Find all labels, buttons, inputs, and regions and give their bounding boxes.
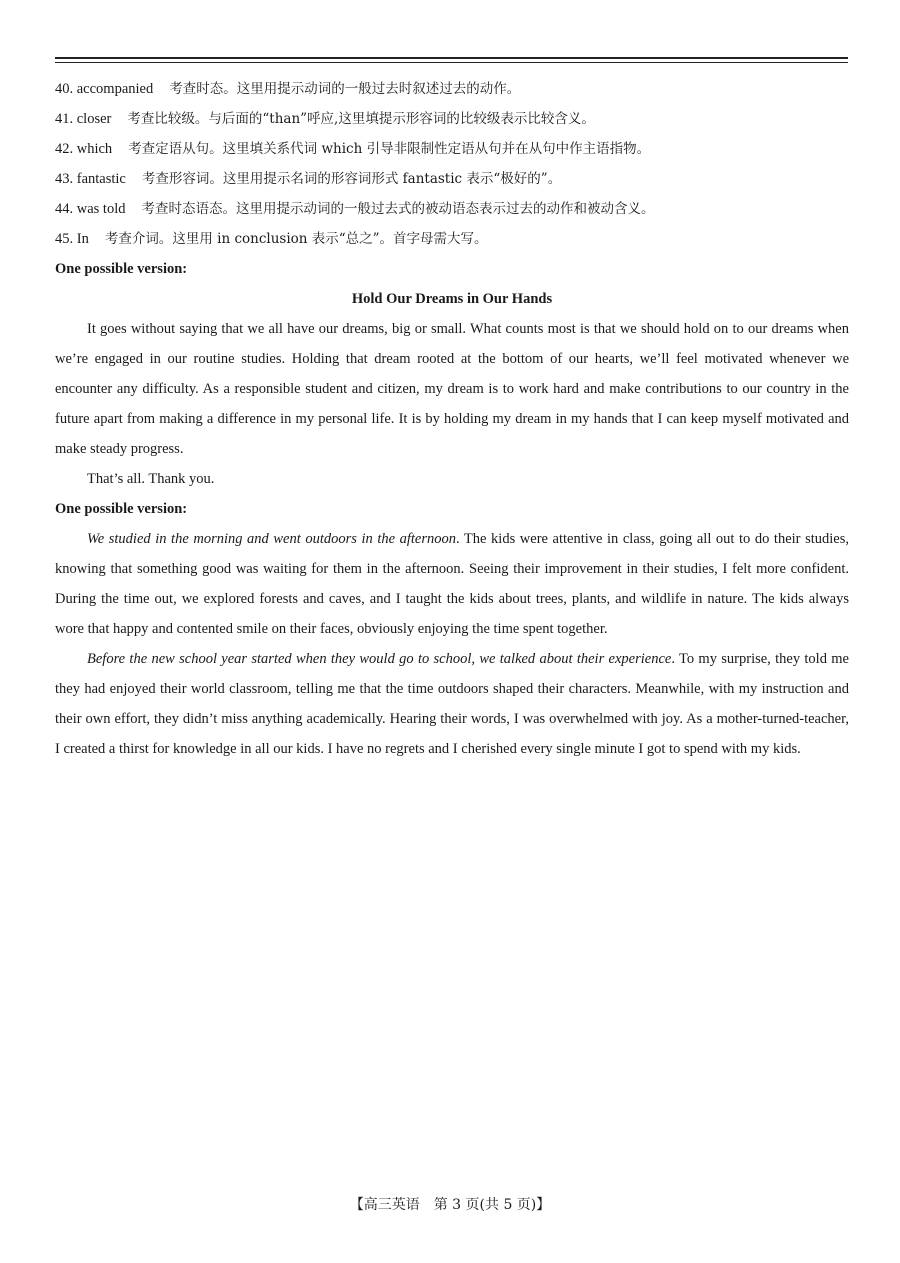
- answer-explanation: 考查时态。这里用提示动词的一般过去时叙述过去的动作。: [169, 81, 521, 97]
- version-label: One possible version:: [55, 501, 188, 517]
- essay-paragraph: It goes without saying that we all have our dreams, big or small. What counts most is that we should hold on to our dreams when we’re engaged in our routine studies. Holding that dream rooted at the bottom of our hearts, we’ll feel motivated whenever we encounter any difficulty. As a responsible student and citizen, my dream is to work hard and make contributions to our country in the future apart from making a difference in my personal life. It is by holding my dream in my hands that I can keep myself motivated and make steady progress.: [55, 321, 849, 457]
- answer-item: [55, 134, 849, 164]
- answer-key: 43. fantastic: [55, 171, 126, 187]
- answer-key: 41. closer: [55, 111, 112, 127]
- answer-explanation: 考查比较级。与后面的“than”呼应,这里填提示形容词的比较级表示比较含义。: [127, 111, 595, 127]
- answer-key: 42. which: [55, 141, 113, 157]
- essay-closing: That’s all. Thank you.: [87, 471, 215, 487]
- answer-item: [55, 224, 849, 254]
- answer-item: [55, 164, 849, 194]
- paragraph-body: . The kids were attentive in class, going all out to do their studies, knowing that something good was waiting for them in the afternoon. Seeing their improvement in their studies, I felt more confident. During the time out, we explored forests and caves, and I taught the kids about trees, plants, and wildlife in nature. The kids always wore that happy and contented smile on their faces, obviously enjoying the time spent together.: [55, 531, 849, 637]
- paragraph-body: . To my surprise, they told me they had enjoyed their world classroom, telling me that the time outdoors shaped their characters. Meanwhile, with my instruction and their own effort, they didn’t miss anything academically. Hearing their words, I was overwhelmed with joy. As a mother-turned-teacher, I created a thirst for knowledge in all our kids. I have no regrets and I cherished every single minute I got to spend with my kids.: [55, 651, 849, 757]
- essay-title: Hold Our Dreams in Our Hands: [351, 291, 553, 307]
- answer-key: 45. In: [55, 231, 89, 247]
- continuation-paragraph-2: [55, 644, 849, 764]
- header-rule: [55, 57, 848, 63]
- answer-explanation: 考查形容词。这里用提示名词的形容词形式 fantastic 表示“极好的”。: [141, 171, 562, 187]
- answer-item: [55, 74, 849, 104]
- version-label: One possible version:: [55, 261, 188, 277]
- answer-key: 44. was told: [55, 201, 126, 217]
- paragraph-opener: Before the new school year started when they would go to school, we talked about their experience: [87, 651, 672, 667]
- answer-item: [55, 194, 849, 224]
- answer-list: [55, 74, 849, 254]
- page-content: [55, 74, 849, 764]
- answer-explanation: 考查介词。这里用 in conclusion 表示“总之”。首字母需大写。: [104, 231, 488, 247]
- answer-key: 40. accompanied: [55, 81, 154, 97]
- continuation-paragraph-1: [55, 524, 849, 644]
- answer-item: [55, 104, 849, 134]
- answer-explanation: 考查时态语态。这里用提示动词的一般过去式的被动语态表示过去的动作和被动含义。: [141, 201, 655, 217]
- answer-explanation: 考查定语从句。这里填关系代词 which 引导非限制性定语从句并在从句中作主语指物。: [128, 141, 651, 157]
- page-footer: 【高三英语 第 3 页(共 5 页)】: [349, 1197, 551, 1213]
- paragraph-opener: We studied in the morning and went outdoors in the afternoon: [87, 531, 456, 547]
